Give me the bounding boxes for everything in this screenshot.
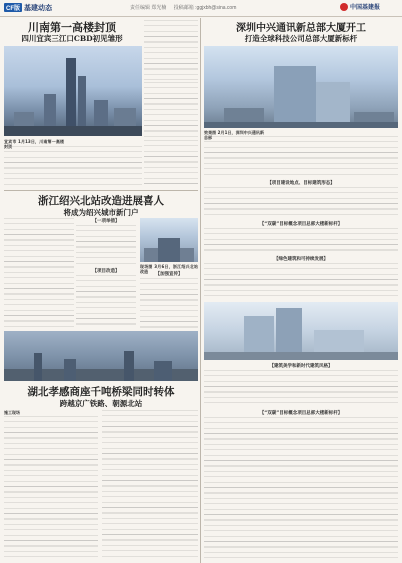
article-3-photo <box>140 218 198 262</box>
header-meta <box>130 4 242 11</box>
article-2-text-3 <box>204 228 398 252</box>
kicker-5: 【“双碳”目标概念项目总部大楼新标杆】 <box>259 222 343 227</box>
caption-3: 效果图 2月1日，深圳中兴通讯新总部 <box>204 130 264 141</box>
section-label <box>4 3 52 13</box>
article-3-subtitle: 将成为绍兴城市新门户 <box>63 208 139 217</box>
article-2-title: 深圳中兴通讯新总部大厦开工 <box>236 23 366 34</box>
kicker-2: 【项目改造】 <box>92 269 120 274</box>
article-3-text-right <box>140 278 198 328</box>
kicker-7: 【建筑美学和新时代建筑风格】 <box>269 364 333 369</box>
article-1-subtitle: 四川宜宾三江口CBD初见雏形 <box>21 34 123 43</box>
section-title: 基建动态 <box>24 5 52 12</box>
article-1-text-bottom <box>4 146 142 186</box>
kicker-3: 【加强宣传】 <box>155 272 183 277</box>
article-2-text-2 <box>204 187 398 217</box>
article-2-text-1 <box>204 136 398 176</box>
kicker-4: 【项目建设地点、目标建筑形态】 <box>267 181 335 186</box>
article-3-text-mid <box>76 225 136 265</box>
article-3-text-mid2 <box>76 275 136 327</box>
section-badge: CF版 <box>4 3 22 12</box>
article-1-title: 川南第一高楼封顶 <box>28 21 116 34</box>
editor-text: 责任编辑 郑光楠 <box>130 5 167 11</box>
divider <box>4 190 198 191</box>
article-3-text-left <box>4 218 74 328</box>
article-2-text-6 <box>204 417 398 561</box>
column-divider <box>200 18 201 563</box>
caption-1: 宜宾市 1月13日，川南第一高楼封顶 <box>4 139 64 150</box>
article-4-text-right <box>102 410 198 561</box>
kicker-1: 【一项举措】 <box>92 219 120 224</box>
article-2-photo <box>204 46 398 128</box>
article-1-text-right <box>144 82 198 138</box>
newspaper-logo <box>340 2 380 11</box>
article-4-subtitle: 跨越京广铁路、朝源北站 <box>59 399 143 408</box>
email-text: 投稿邮箱 :ggjxbh@sina.com <box>173 5 237 11</box>
caption-4: 施工现场 <box>4 410 20 415</box>
article-2-text-5 <box>204 370 398 406</box>
kicker-8: 【“双碳”目标概念项目总部大楼新标杆】 <box>259 411 343 416</box>
article-2-photo-2 <box>204 302 398 360</box>
article-4-photo <box>4 331 198 381</box>
article-2-text-4 <box>204 263 398 299</box>
article-1-text-top <box>144 20 198 80</box>
logo-text: 中国基建报 <box>350 5 381 11</box>
kicker-6: 【绿色建筑和可持续发展】 <box>274 257 328 262</box>
article-2-subtitle: 打造全球科技公司总部大厦新标杆 <box>244 34 358 43</box>
article-4-title: 湖北孝感商座千吨桥梁同时转体 <box>27 386 175 398</box>
caption-2: 现场图 3月6日，浙江绍兴北站改造 <box>140 264 198 275</box>
article-1-text-bottom-right <box>144 140 198 186</box>
article-4-text-left <box>4 416 98 561</box>
logo-icon <box>340 3 348 11</box>
article-1-photo <box>4 46 142 136</box>
article-3-title: 浙江绍兴北站改造进展喜人 <box>38 195 164 207</box>
